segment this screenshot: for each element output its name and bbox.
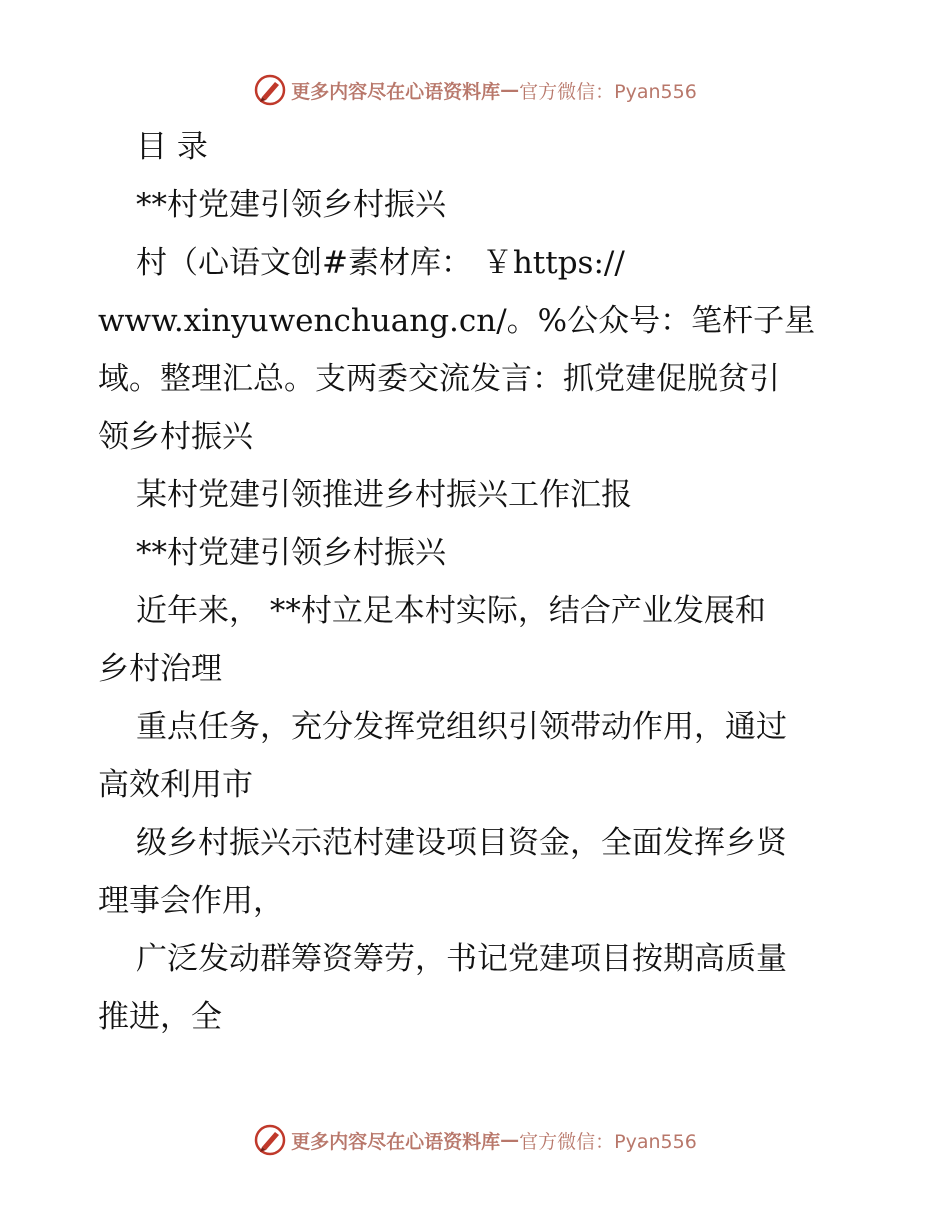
toc-entry: **村党建引领乡村振兴 xyxy=(136,187,446,223)
wechat-text: 官方微信：Pyan556 xyxy=(519,80,697,103)
toc-entry-continuation: 域。整理汇总。支两委交流发言：抓党建促脱贫引 xyxy=(98,361,780,397)
pen-logo-icon xyxy=(253,1123,287,1157)
banner-dash: — xyxy=(500,79,520,101)
body-line-continuation: 理事会作用， xyxy=(98,883,284,919)
wechat-text: 官方微信：Pyan556 xyxy=(519,1130,697,1153)
toc-entry: 某村党建引领推进乡村振兴工作汇报 xyxy=(136,477,632,513)
document-body xyxy=(98,118,858,1046)
body-line: 级乡村振兴示范村建设项目资金，全面发挥乡贤 xyxy=(136,825,787,861)
toc-heading: 目 录 xyxy=(136,129,208,165)
toc-entry-continuation: www.xinyuwenchuang.cn/。%公众号：笔杆子星 xyxy=(98,303,816,339)
promo-text: 更多内容尽在心语资料库 xyxy=(291,1130,501,1153)
toc-entry: 村（心语文创#素材库： ￥https:// xyxy=(136,245,625,281)
footer-banner xyxy=(0,1120,950,1160)
body-line: 重点任务，充分发挥党组织引领带动作用，通过 xyxy=(136,709,787,745)
body-line-continuation: 高效利用市 xyxy=(98,767,253,803)
body-line-continuation: 推进，全 xyxy=(98,999,222,1035)
header-banner xyxy=(0,70,950,110)
section-title: **村党建引领乡村振兴 xyxy=(136,535,446,571)
body-line-continuation: 乡村治理 xyxy=(98,651,222,687)
pen-logo-icon xyxy=(253,73,287,107)
body-line: 近年来， **村立足本村实际，结合产业发展和 xyxy=(136,593,766,629)
body-line: 广泛发动群筹资筹劳，书记党建项目按期高质量 xyxy=(136,941,787,977)
toc-entry-continuation: 领乡村振兴 xyxy=(98,419,253,455)
banner-dash: — xyxy=(500,1129,520,1151)
promo-text: 更多内容尽在心语资料库 xyxy=(291,80,501,103)
